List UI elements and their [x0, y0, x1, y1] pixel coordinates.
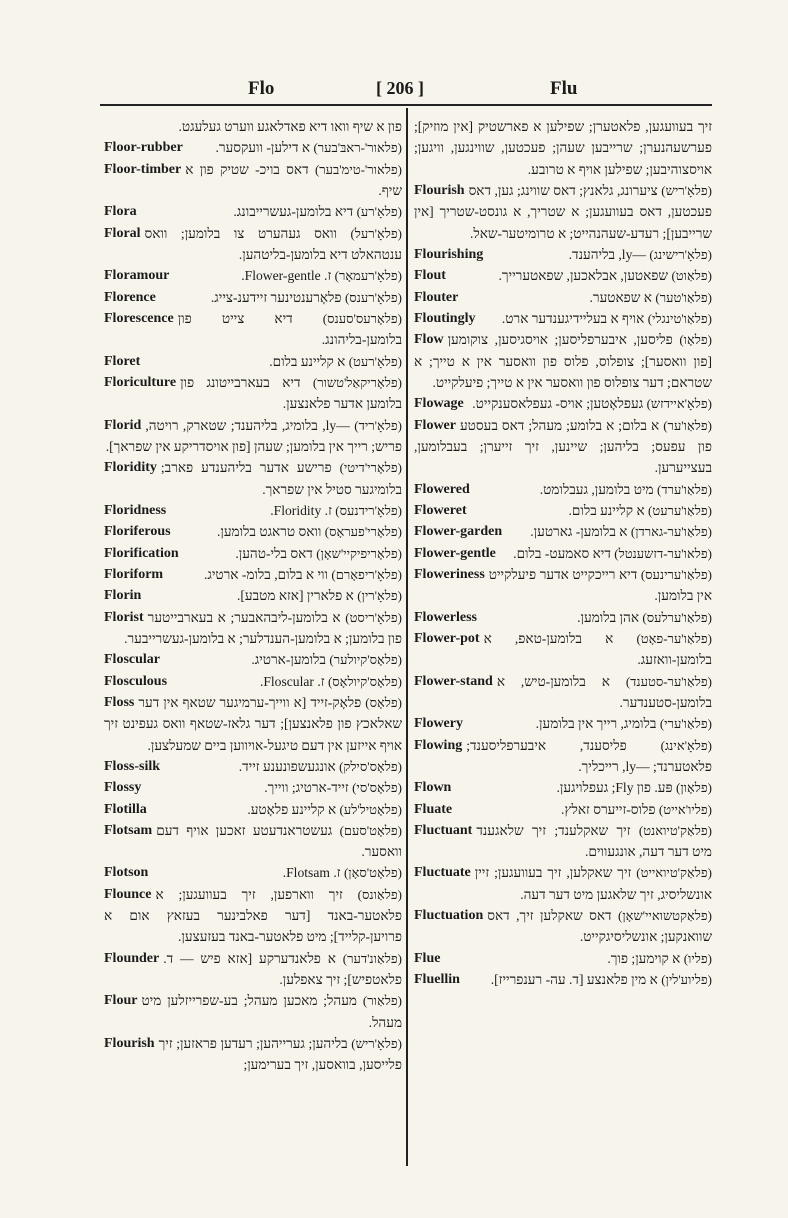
dictionary-entry: [414, 713, 712, 734]
definition: א פלאנדערקע [אזא פיש — ד. פלאטפיש]; זיך צאפלען.: [163, 950, 402, 988]
dictionary-entry: [414, 969, 712, 990]
dictionary-entry: [104, 564, 402, 585]
definition: א בלום; א בלומע; מעהל; דאס בעסטע פון עפעס; בליהען; שיינען, זיך זייערן; בעבלומען, בעצייערען.: [414, 417, 712, 476]
dictionary-entry: [414, 607, 712, 628]
pronunciation: (פלאָס'קיולער): [329, 652, 402, 668]
headword: Fluate: [414, 801, 453, 817]
dictionary-entry: [414, 735, 712, 778]
headword: Floweret: [414, 502, 467, 518]
dictionary-entry: [414, 820, 712, 863]
dictionary-entry: [414, 393, 712, 414]
headword: Flourishing: [414, 246, 484, 262]
definition: —ly, בלומיג, בליהענד; שטארק, רויטה, פריש; רייך אין בלומען; שעהן [פון אויסדריקע אין שפראך].: [105, 417, 402, 454]
pronunciation: (פלאָ'רישינג): [649, 246, 712, 262]
dictionary-entry: [414, 777, 712, 798]
headword: Florification: [104, 545, 179, 561]
headword: Flotilla: [104, 801, 147, 817]
definition: זיך ווארפען, זיך בעוועגען; א פלאטער-באנד [דער פאלבינער בעזאץ אום א פרויען-קלייד]; מיט פלאטער-באנד בעזעצען.: [104, 886, 402, 945]
headword: Flout: [414, 268, 446, 284]
dictionary-entry: [104, 201, 402, 222]
definition: אהן בלומען.: [577, 609, 639, 625]
headword: Floor-timber: [104, 161, 182, 177]
dictionary-entry: [104, 862, 402, 883]
headword: Flotsam: [104, 822, 153, 838]
headword: Florid: [104, 417, 142, 433]
dictionary-entry: [414, 799, 712, 820]
pronunciation: (פלאַו'ער-סטענד): [625, 673, 712, 689]
pronunciation: (פלאַונס): [357, 886, 402, 902]
pronunciation: (פלאָ'ריפאָרם): [331, 566, 402, 582]
dictionary-entry: [414, 479, 712, 500]
pronunciation: (פלאַו'ער-פאָט): [636, 630, 712, 646]
pronunciation: (פלאַו'טער): [655, 289, 712, 305]
definition: וואס טראגט בלומען.: [216, 524, 322, 540]
dictionary-entry: [104, 692, 402, 756]
dictionary-entry: [414, 671, 712, 714]
headword: Floral: [104, 225, 141, 241]
dictionary-entry: [104, 1033, 402, 1076]
dictionary-entry: [104, 948, 402, 991]
pronunciation: (פלאָ'אינג): [660, 737, 712, 753]
pronunciation: (פלאַור): [362, 993, 402, 1009]
pronunciation: (פליו'אייט): [658, 801, 712, 817]
dictionary-entry: [414, 500, 712, 521]
pronunciation: (פליוע'לין): [661, 972, 712, 988]
definition: דאס שאקלען זיך, דאס שוואנקען; אונשליסיגקייט.: [487, 908, 712, 945]
pronunciation: (פלאָ'ריש): [351, 1036, 402, 1052]
headword: Florescence: [104, 310, 174, 326]
dictionary-entry: [104, 756, 402, 777]
pronunciation: (פלאַונ'דער): [342, 950, 402, 966]
pronunciation: (פלאָ'ריש): [661, 182, 712, 198]
dictionary-entry: [104, 415, 402, 458]
dictionary-entry: [104, 777, 402, 798]
headword: Floor-rubber: [104, 140, 183, 156]
definition: בליהען; גערייהען; רעדען פראזען; זיך פלייסען, בוואסען, זיך בערימען;: [158, 1036, 402, 1073]
headword: Fluellin: [414, 972, 460, 988]
dictionary-entry: [414, 287, 712, 308]
column-divider: [406, 108, 408, 1166]
headword: Floscular: [104, 652, 160, 668]
dictionary-entry: [104, 308, 402, 351]
headword: Floriform: [104, 566, 164, 582]
headword: Floridity: [104, 460, 157, 476]
pronunciation: (פלאָטיל'לע): [339, 801, 402, 817]
definition: א בלומען-ליבהאבער; א בעארבייטער פון בלומען; א בלומען-הענדלער; א בלומען-געשרייבער.: [124, 609, 402, 646]
definition: דיא סאמעט- בלום.: [513, 545, 611, 561]
dictionary-entry: [104, 265, 402, 286]
headword: Florin: [104, 588, 142, 604]
definition: א בלומען-טאפ, א בלומען-וואזעג.: [483, 630, 712, 668]
definition: א בלומען- גארטען.: [530, 524, 628, 540]
headword: Flourish: [414, 182, 465, 198]
dictionary-entry: [104, 159, 402, 202]
pronunciation: (פלאָרי'דיטי): [339, 460, 402, 476]
dictionary-entry: [414, 628, 712, 671]
headword: Floss-silk: [104, 758, 161, 774]
pronunciation: (פלאַו'ער-גארדן): [630, 524, 712, 540]
definition: א דילען- וועקסער.: [215, 140, 311, 156]
dictionary-entry: [104, 116, 402, 137]
dictionary-entry: [414, 244, 712, 265]
headword: Floriculture: [104, 374, 177, 390]
headword: Flotson: [104, 865, 149, 881]
headword: Fluctuant: [414, 822, 473, 838]
definition: א מין פלאנצע [ד. עה- רענפרייז].: [490, 972, 658, 988]
definition: מעהל; מאכען מעהל; בע-שפרייזלען מיט מעהל.: [141, 993, 402, 1030]
headword: Florist: [104, 609, 144, 625]
definition: ז. Flotsam.: [282, 865, 341, 881]
dictionary-entry: [414, 862, 712, 905]
pronunciation: (פלאָ'רידנעס): [335, 502, 402, 518]
pronunciation: (פלאור'-טימ'בער): [314, 161, 402, 177]
definition: וואס געהערט צו בלומען; וואס ענטהאלט דיא בלומען-בליטהען.: [144, 225, 402, 262]
definition: מיט בלומען, געבלומט.: [539, 481, 654, 497]
headword: Fluctuation: [414, 908, 484, 924]
header-left-word: Flo: [248, 78, 275, 99]
dictionary-entry: [414, 265, 712, 286]
dictionary-entry: [104, 543, 402, 564]
definition: געשטראנדעטע זאכען אויף דעם וואסער.: [156, 822, 402, 860]
headword: Florence: [104, 289, 156, 305]
headword: Floss: [104, 694, 135, 710]
pronunciation: (פלאו'ער-דזשענטל): [614, 545, 712, 561]
header-right-word: Flu: [550, 78, 578, 99]
dictionary-entry: [104, 607, 402, 650]
headword: Flowage: [414, 396, 464, 412]
pronunciation: (פלאָון): [676, 780, 712, 796]
definition: א קליינע פלאָטע.: [247, 801, 337, 817]
headword: Flower-stand: [414, 673, 493, 689]
definition: א פלארין [אזא מטבע].: [237, 588, 354, 604]
definition: געפלאָטען; אויס- געפלאסענקייט.: [472, 396, 644, 412]
pronunciation: (פלאַו'ערינעס): [640, 566, 712, 582]
pronunciation: (פלאָ'רעט): [348, 353, 402, 369]
dictionary-entry: [104, 351, 402, 372]
dictionary-entry: [414, 521, 712, 542]
pronunciation: (פלאַו'ערד): [656, 481, 712, 497]
header-rule: [100, 104, 712, 106]
pronunciation: (פלאור'-ראבּ'בער): [313, 140, 402, 156]
headword: Floutingly: [414, 310, 476, 326]
definition: אונגעשפונענע זייד.: [238, 758, 336, 774]
definition: פּע. פון Fly; געפלויגען.: [556, 780, 673, 796]
page-number: [ 206 ]: [376, 78, 424, 98]
definition: —ly, בליהענד.: [568, 246, 646, 262]
dictionary-entry: [104, 457, 402, 500]
pronunciation: (פלאָט'סאָן): [343, 865, 402, 881]
headword: Flow: [414, 332, 444, 348]
headword: Flouter: [414, 289, 459, 305]
pronunciation: (פלאָס'סי): [352, 780, 402, 796]
pronunciation: (פלאָרעס'סענס): [322, 310, 402, 326]
definition: א קליינע בלום.: [269, 353, 346, 369]
pronunciation: (פלאָרי'פעראָס): [324, 524, 402, 540]
left-column: [104, 116, 402, 1076]
pronunciation: (פלאָריפיקיי'שאָן): [316, 545, 402, 561]
dictionary-entry: [104, 649, 402, 670]
definition: דיא צייט פון בלומען-בליהונג.: [177, 310, 402, 348]
dictionary-entry: [414, 564, 712, 607]
pronunciation: (פלאַו'טינגלי): [647, 310, 712, 326]
definition: זיך שאקלען, זיך בעוועגען; זיין אונשליסיג, זיך שלאגען מיט דער דעה.: [474, 865, 712, 902]
definition: ציערונג, גלאנץ; דאס שווינג; גען, דאס פעכטען, דאס בעוועגען; א שטריך, א גונסט-שטריך [אין שרייבען]; רעדע-שעהנהייט; א טרומיטער-שאל.: [414, 182, 712, 241]
headword: Flowing: [414, 737, 463, 753]
pronunciation: (פלאָט'סעם): [339, 822, 402, 838]
definition: דיא בעארבייטונג פון בלומען אדער פלאנצען.: [180, 374, 402, 412]
pronunciation: (פלאָ'רענס): [344, 289, 402, 305]
definition: פרישע אדער בליהענדע פארב; בלומיגער סטיל אין שפראך.: [160, 460, 402, 497]
pronunciation: (פלאָ'רעל): [350, 225, 402, 241]
dictionary-entry: [104, 137, 402, 158]
headword: Flue: [414, 950, 441, 966]
pronunciation: (פלאַק'טיואנט): [638, 822, 712, 838]
dictionary-entry: [414, 116, 712, 180]
headword: Flowerless: [414, 609, 477, 625]
dictionary-entry: [104, 820, 402, 863]
definition: פלאָק-זייד [א ווייך-ערמיגער שטאף אין דער שאלאכץ פון פלאנצען]; דער גלאז-שטאף וואס געפינט זיך אויף אייזען אין דעם טיגעל-אויווען ביים שמעלצען.: [104, 694, 402, 753]
pronunciation: (פלאָס'קיולאָס): [327, 673, 402, 689]
pronunciation: (פלאָ'רעמאָר): [334, 268, 402, 284]
pronunciation: (פלאַו'ערי): [659, 716, 712, 732]
pronunciation: (פלאַו'ערלעס): [642, 609, 712, 625]
pronunciation: (פלאָ'ריסט): [345, 609, 402, 625]
right-column: [414, 116, 712, 990]
headword: Flounce: [104, 886, 152, 902]
headword: Flounder: [104, 950, 160, 966]
dictionary-entry: [104, 287, 402, 308]
pronunciation: (פלאָ'איידזש): [646, 396, 712, 412]
definition: פון א שיף וואו דיא פאדלאגע ווערט געלעגט.: [178, 119, 402, 134]
definition: בלומיג, רייך אין בלומען.: [535, 716, 657, 732]
dictionary-entry: [414, 308, 712, 329]
headword: Flourish: [104, 1036, 155, 1052]
pronunciation: (פלאָריקאַל'טשור): [312, 374, 402, 390]
definition: ז. Floscular.: [259, 673, 325, 689]
dictionary-entry: [414, 905, 712, 948]
definition: פלוס-זייערס זאלץ.: [561, 801, 656, 817]
dictionary-entry: [414, 415, 712, 479]
definition: בלומען-ארטיג.: [251, 652, 326, 668]
definition: דאס בלי-טהען.: [235, 545, 313, 561]
headword: Flown: [414, 780, 452, 796]
pronunciation: (פלאַק'טיואייט): [636, 865, 713, 881]
headword: Flosculous: [104, 673, 168, 689]
pronunciation: (פליו): [683, 950, 712, 966]
pronunciation: (פלאָ'רע): [356, 204, 402, 220]
definition: פלאָרענטינער זיידענ-צייג.: [210, 289, 342, 305]
headword: Floridness: [104, 502, 167, 518]
definition: דיא רייכקייט אדער פיעלקייט אין בלומען.: [488, 566, 712, 604]
headword: Flower-gentle: [414, 545, 496, 561]
definition: א שפאטער.: [589, 289, 652, 305]
definition: דאס בויכ- שטיק פון א שיף.: [185, 161, 402, 198]
pronunciation: (פלאַו'ער): [663, 417, 712, 433]
pronunciation: (פלאָס'סילק): [339, 758, 402, 774]
headword: Flower-pot: [414, 630, 480, 646]
headword: Fluctuate: [414, 865, 471, 881]
headword: Flowered: [414, 481, 470, 497]
headword: Flower-garden: [414, 524, 503, 540]
definition: ז. Flower-gentle.: [241, 268, 332, 284]
definition: א בלומען-טיש, א בלומען-סטענדער.: [496, 673, 712, 710]
pronunciation: (פלאַקטשואיי'שאָן): [618, 908, 712, 924]
dictionary-entry: [414, 543, 712, 564]
headword: Flowery: [414, 716, 463, 732]
dictionary-entry: [104, 372, 402, 415]
headword: Flower: [414, 417, 456, 433]
headword: Flora: [104, 204, 137, 220]
dictionary-entry: [414, 329, 712, 393]
dictionary-entry: [104, 500, 402, 521]
headword: Flossy: [104, 780, 142, 796]
definition: זיך בעוועגען, פלאטערן; שפילען א פארשטיק [אין מוזיק]; פערשעהנערן; שרייבען שעהן; פעכטען, שווינגען, וויגען; אויסצוהיבען; שפילען אויף א טרובע.: [414, 119, 712, 177]
definition: א קוימען; פוך.: [607, 950, 681, 966]
dictionary-entry: [104, 799, 402, 820]
definition: פליסען, איבערפליסען; אויסגיסען, צוקומען [פון וואסער]; צופלוס, פלוס פון וואסער אין א טייך; א שטראם; דער צופלוס פון וואסער אין א טייך; פיעלקייט.: [414, 332, 712, 390]
definition: זייד-ארטיג; ווייך.: [264, 780, 349, 796]
headword: Floweriness: [414, 566, 485, 582]
definition: אויף א בעליידיגענדער ארט.: [501, 310, 645, 326]
definition: שפאטען, אבלאכען, שפאטערייך.: [498, 268, 669, 284]
dictionary-entry: [104, 521, 402, 542]
dictionary-entry: [104, 990, 402, 1033]
pronunciation: (פלאָס): [365, 694, 402, 710]
definition: ווי א בלום, בלומ- ארטיג.: [203, 566, 328, 582]
dictionary-entry: [414, 948, 712, 969]
pronunciation: (פלאָו): [679, 332, 712, 348]
pronunciation: (פלאַו'ערעט): [648, 502, 712, 518]
pronunciation: (פלאָ'רין): [357, 588, 402, 604]
headword: Floramour: [104, 268, 170, 284]
headword: Floret: [104, 353, 141, 369]
pronunciation: (פלאָ'ריד): [354, 417, 402, 433]
definition: פליסענד, איבערפליסענד; פלאטערנד; —ly, רייכליך.: [466, 737, 712, 774]
dictionary-entry: [104, 223, 402, 266]
dictionary-entry: [414, 180, 712, 244]
definition: ז. Floridity.: [270, 502, 332, 518]
pronunciation: (פלאַוט): [671, 268, 712, 284]
dictionary-entry: [104, 671, 402, 692]
headword: Floriferous: [104, 524, 171, 540]
definition: זיך שאקלענד; זיך שלאגענד מיט דער דעה, אונגעווים.: [476, 822, 712, 860]
definition: דיא בלומען-געשרייבונג.: [233, 204, 354, 220]
dictionary-entry: [104, 585, 402, 606]
definition: א קליינע בלום.: [568, 502, 645, 518]
headword: Flour: [104, 993, 138, 1009]
dictionary-entry: [104, 884, 402, 948]
